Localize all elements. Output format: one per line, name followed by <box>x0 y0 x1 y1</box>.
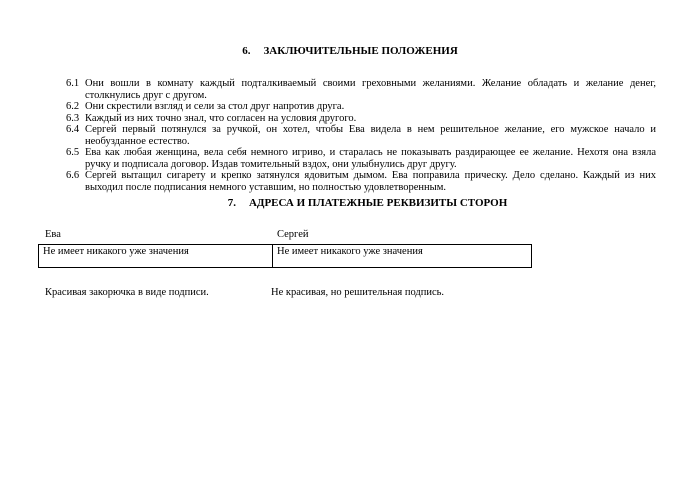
clause-6-5 <box>66 147 656 170</box>
clause-list <box>66 78 656 193</box>
party-label-eva: Ева <box>45 229 61 240</box>
clause-6-5-text: Ева как любая женщина, вела себя немного игриво, и старалась не показывать раздирающее ее желание. Нехотя она взяла ручку и подписала договор. Издав томительный вздох, они улыбнулись друг другу. <box>85 147 656 170</box>
section-7-number: 7. <box>227 197 236 209</box>
section-7-title: АДРЕСА И ПЛАТЕЖНЫЕ РЕКВИЗИТЫ СТОРОН <box>248 197 508 209</box>
clause-6-6 <box>66 170 656 193</box>
clause-6-5-number: 6.5 <box>66 147 80 158</box>
clause-6-3-text: Каждый из них точно знал, что согласен на условия другого. <box>85 112 357 124</box>
section-6-title: ЗАКЛЮЧИТЕЛЬНЫЕ ПОЛОЖЕНИЯ <box>263 45 458 57</box>
clause-6-2-text: Они скрестили взгляд и сели за стол друг напротив друга. <box>85 101 345 112</box>
clause-6-3 <box>66 113 656 125</box>
requisites-table <box>38 244 532 268</box>
section-7-heading <box>79 197 656 209</box>
requisites-cell-eva: Не имеет никакого уже значения <box>39 245 273 268</box>
section-6-number: 6. <box>242 45 251 57</box>
clause-6-4-number: 6.4 <box>66 124 80 135</box>
requisites-cell-sergey: Не имеет никакого уже значения <box>273 245 532 268</box>
signature-note-sergey: Не красивая, но решительная подпись. <box>271 287 445 298</box>
clause-6-4 <box>66 124 656 147</box>
clause-6-6-text: Сергей вытащил сигарету и крепко затянулся ядовитым дымом. Ева поправила прическу. Дело сделано. Каждый из них выходил после подписания немного уставшим, но полностью удовлетворенным. <box>85 170 656 193</box>
requisites-row <box>39 245 532 268</box>
section-6-heading <box>0 45 700 57</box>
clause-6-1 <box>66 78 656 101</box>
clause-6-1-text: Они вошли в комнату каждый подталкиваемый своими греховными желаниями. Желание обладать и желание денег, столкнулись друг с другом. <box>85 78 656 101</box>
signature-note-eva: Красивая закорючка в виде подписи. <box>45 287 209 298</box>
clause-6-1-number: 6.1 <box>66 78 80 89</box>
clause-6-2-number: 6.2 <box>66 101 80 112</box>
party-label-sergey: Сергей <box>277 229 309 240</box>
clause-6-6-number: 6.6 <box>66 170 80 181</box>
clause-6-3-number: 6.3 <box>66 112 80 124</box>
clause-6-2 <box>66 101 656 113</box>
clause-6-4-text: Сергей первый потянулся за ручкой, он хотел, чтобы Ева видела в нем решительное желание, его мужское начало и необузданное естество. <box>85 124 656 147</box>
